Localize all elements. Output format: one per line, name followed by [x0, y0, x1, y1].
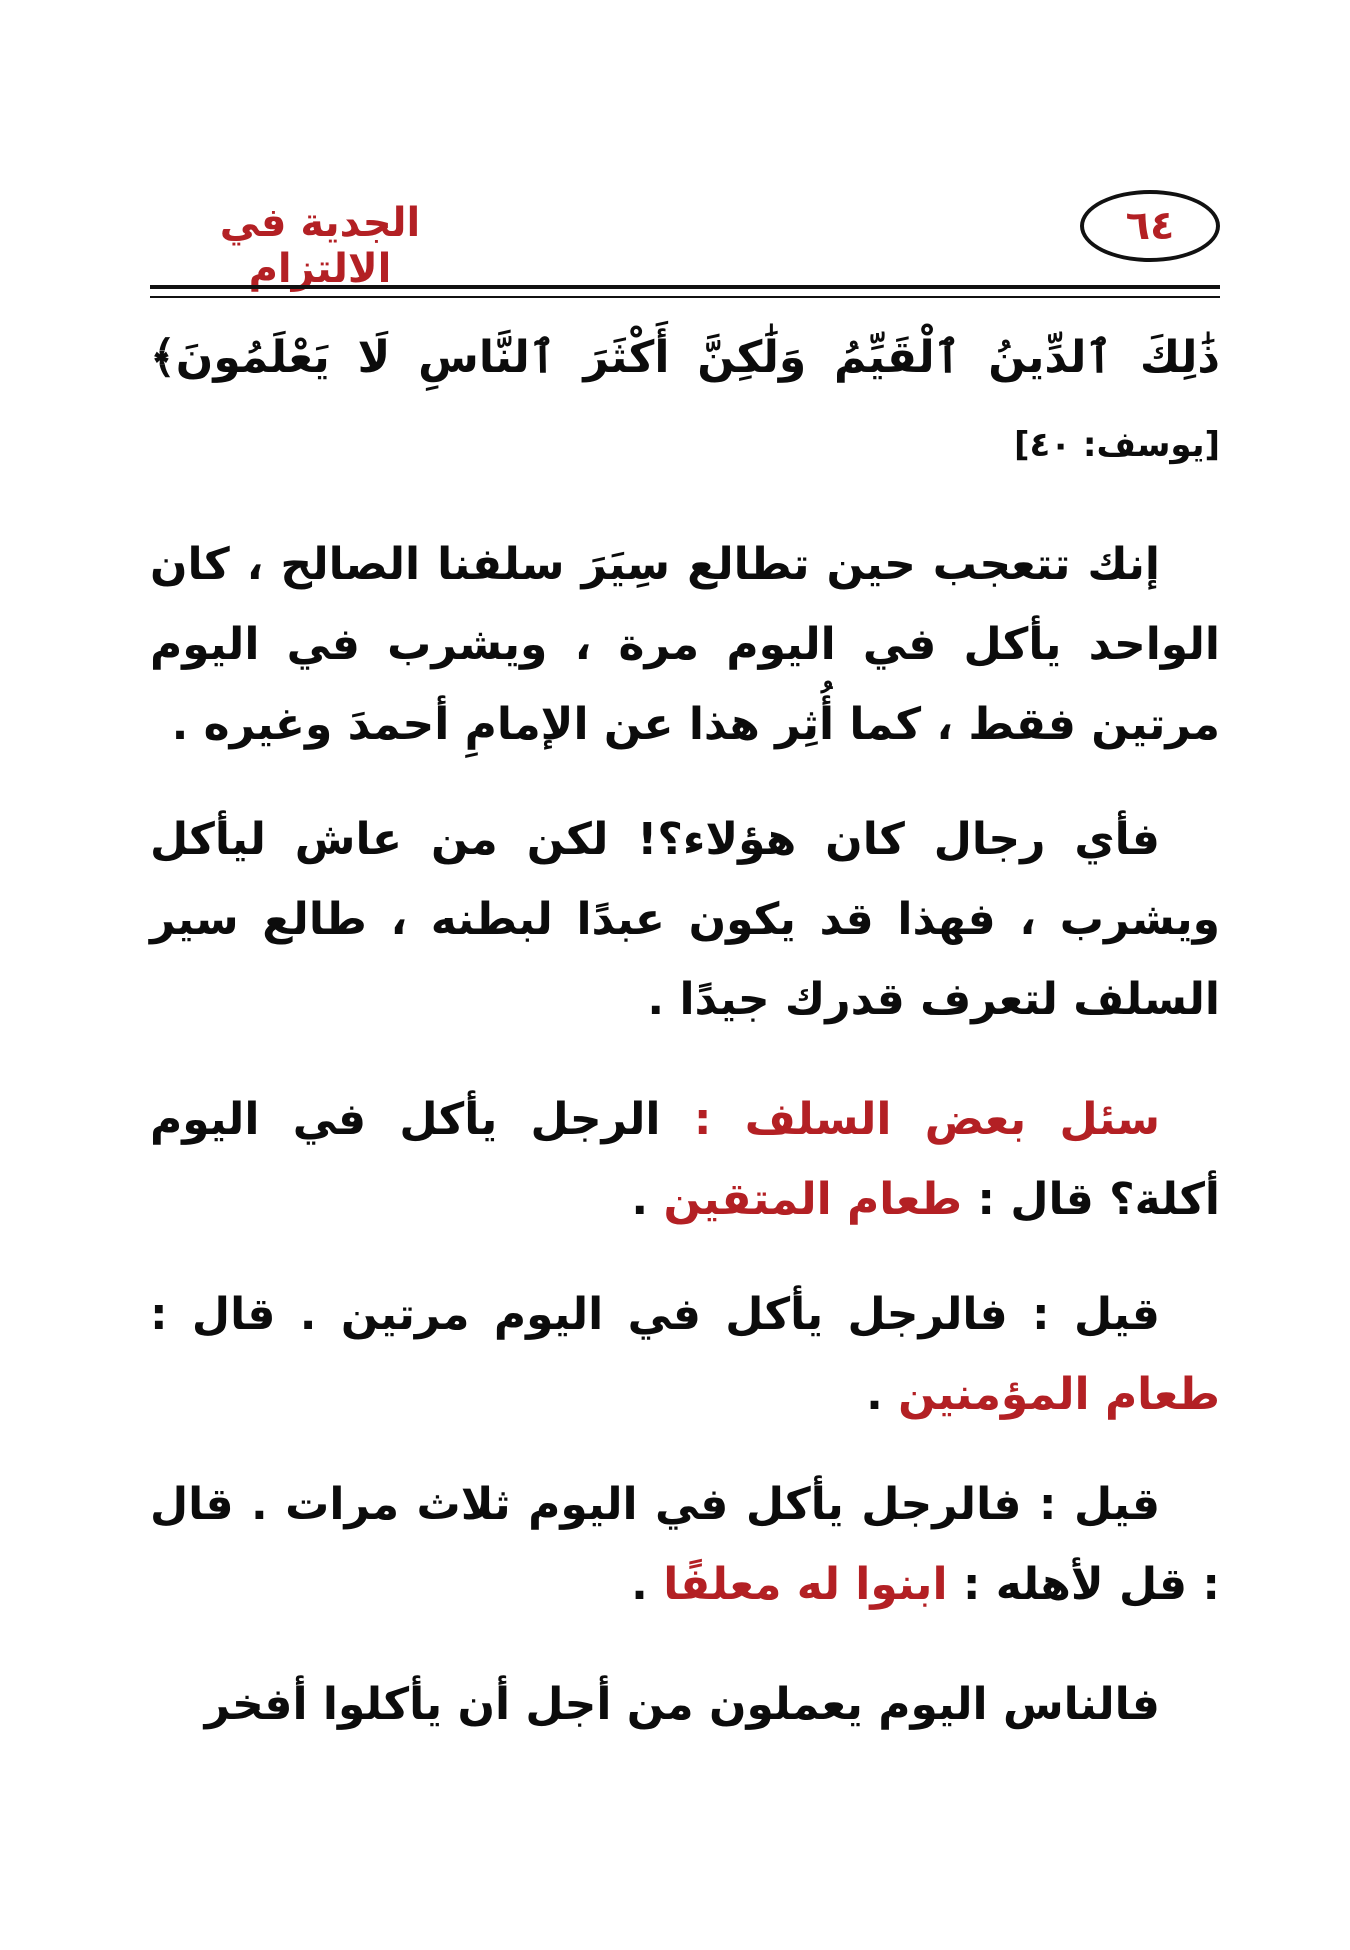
page-header [150, 190, 1220, 292]
paragraph-6: فالناس اليوم يعملون من أجل أن يأكلوا أفخر [204, 1679, 1160, 1730]
red-lead-text: سئل بعض السلف : [693, 1094, 1160, 1145]
paragraph-4-text: قيل : فالرجل يأكل في اليوم مرتين . قال : [150, 1289, 1160, 1340]
paragraph-4 [150, 1275, 1220, 1435]
running-title: الجدية في الالتزام [219, 200, 421, 292]
paragraph-5 [150, 1465, 1220, 1625]
paragraph-5-text: قيل : فالرجل يأكل في اليوم ثلاث مرات . قال : قل لأهله : [150, 1479, 1220, 1610]
header-rule-thick [150, 285, 1220, 289]
paragraph-5-end: . [631, 1559, 664, 1610]
red-answer-text: ابنوا له معلفًا [663, 1559, 948, 1610]
paragraph-4-end: . [866, 1369, 899, 1420]
page-number: ٦٤ [1080, 190, 1220, 262]
paragraph-3-end: . [631, 1174, 664, 1225]
verse-reference: [يوسف: ٤٠] [1013, 425, 1220, 465]
paragraph-2: فأي رجال كان هؤلاء؟! لكن من عاش ليأكل ويشرب ، فهذا قد يكون عبدًا لبطنه ، طالع سير السلف لتعرف قدرك جيدًا . [150, 814, 1220, 1025]
paragraph-1: إنك تتعجب حين تطالع سِيَرَ سلفنا الصالح ، كان الواحد يأكل في اليوم مرة ، ويشرب في اليوم مرتين فقط ، كما أُثِر هذا عن الإمامِ أحمدَ وغيره . [150, 539, 1220, 750]
header-rule-thin [150, 296, 1220, 298]
paragraph-3 [150, 1080, 1220, 1240]
quran-verse: ذَٰلِكَ ٱلدِّينُ ٱلْقَيِّمُ وَلَٰكِنَّ أَكْثَرَ ٱلنَّاسِ لَا يَعْلَمُونَ﴾ [150, 332, 1220, 383]
red-answer-text: طعام المتقين [663, 1174, 963, 1225]
paragraph-3-text: الرجل يأكل في اليوم أكلة؟ قال : [150, 1094, 1220, 1225]
red-answer-text: طعام المؤمنين [898, 1369, 1220, 1420]
